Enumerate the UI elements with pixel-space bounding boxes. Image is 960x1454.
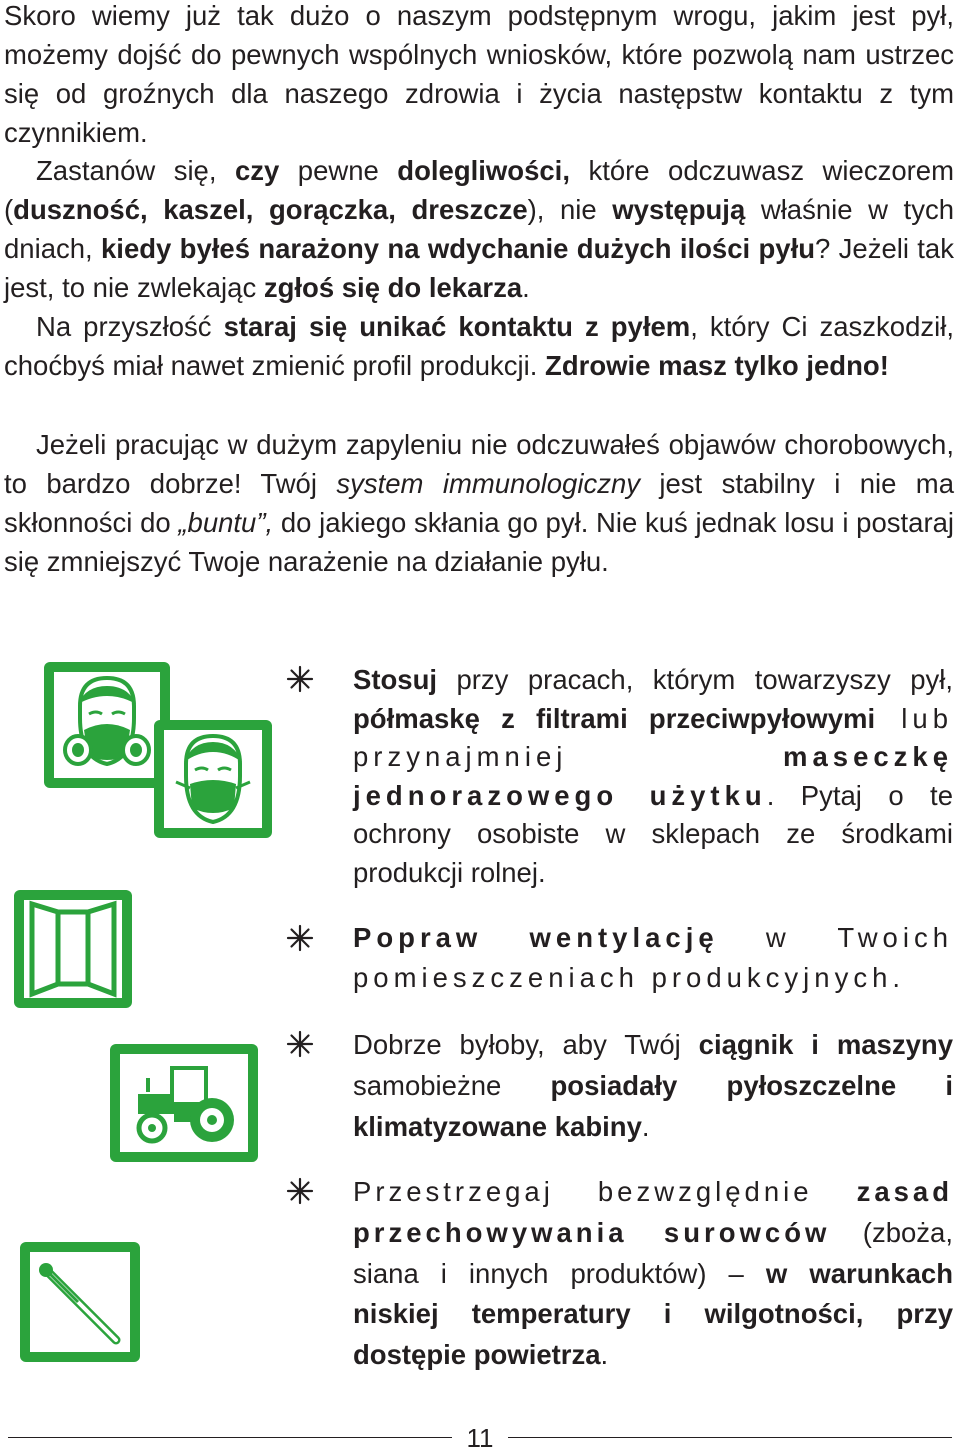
bullet-storage-rules: Przestrzegaj bezwzględnie zasad przechowywania surowców (zboża, siana i innych produktów) – w warunkach niskiej temperatury i wilgotności, przy dostępie powietrza. [353, 1176, 953, 1371]
ventilation-window-icon [12, 888, 134, 1010]
bullet-tractor-cabins: Dobrze byłoby, aby Twój ciągnik i maszyny samobieżne posiadały pyłoszczelne i klimatyzowane kabiny. [353, 1029, 953, 1142]
disposable-mask-icon [152, 718, 274, 840]
symptoms-paragraph: Zastanów się, czy pewne dolegliwości, które odczuwasz wieczorem (duszność, kaszel, gorączka, dreszcze), nie występują właśnie w tych dniach, kiedy byłeś narażony na wdychanie dużych ilości pyłu? Jeżeli tak jest, to nie zwlekając zgłoś się do lekarza. [4, 155, 954, 303]
asterisk-bullet-icon [286, 1030, 314, 1058]
tractor-icon [108, 1042, 260, 1164]
thermometer-icon [18, 1240, 142, 1364]
avoid-dust-paragraph: Na przyszłość staraj się unikać kontaktu z pyłem, który Ci zaszkodził, choćbyś miał nawet zmienić profil produkcji. Zdrowie masz tylko jedno! [4, 311, 954, 381]
bullet-ventilation: Popraw wentylację w Twoich pomieszczeniach produkcyjnych. [353, 922, 953, 993]
page-number: 11 [466, 1423, 494, 1453]
asterisk-bullet-icon [286, 1177, 314, 1205]
intro-paragraph: Skoro wiemy już tak dużo o naszym podstępnym wrogu, jakim jest pył, możemy dojść do pewnych wspólnych wniosków, które pozwolą nam ustrzec się od groźnych dla naszego zdrowia i życia następstw kontaktu z tym czynnikiem. [4, 0, 954, 148]
asterisk-bullet-icon [286, 924, 314, 952]
bullet-respiratory-protection: Stosuj przy pracach, którym towarzyszy pył, półmaskę z filtrami przeciwpyłowymi lub przynajmniej maseczkę jednorazowego użytku. Pytaj o te ochrony osobiste w sklepach ze środkami produkcji rolnej. [353, 664, 953, 888]
asterisk-bullet-icon [286, 665, 314, 693]
immune-system-paragraph: Jeżeli pracując w dużym zapyleniu nie odczuwałeś objawów chorobowych, to bardzo dobrze! Twój system immunologiczny jest stabilny i nie ma skłonności do „buntu”, do jakiego skłania go pył. Nie kuś jednak losu i postaraj się zmniejszyć Twoje narażenie na działanie pyłu. [4, 429, 955, 577]
